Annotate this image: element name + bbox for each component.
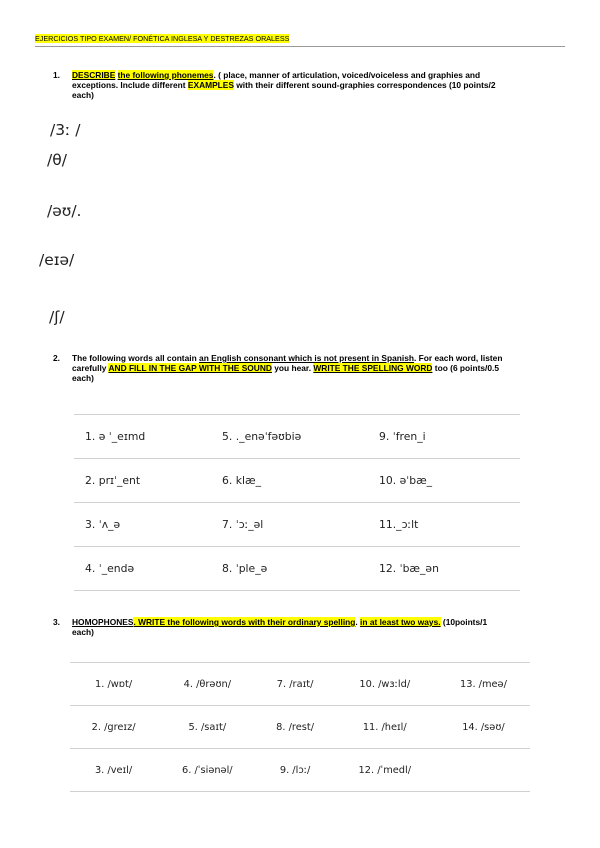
page-header	[35, 34, 565, 47]
question-text: The following words all contain an English consonant which is not present in Spanish. For each word, listen carefully AND FILL IN THE GAP WITH THE SOUND you hear. WRITE THE SPELLING WORD too (6 points/0.5 each)	[72, 353, 503, 383]
table-cell: 8. /rest/	[258, 706, 333, 749]
table-cell: 13. /meə/	[437, 663, 530, 706]
header-subject: / FONÉTICA INGLESA Y DESTREZAS ORALESS	[129, 34, 290, 43]
table-cell: 2. /greɪz/	[70, 706, 157, 749]
write-instruction: . WRITE the following words with their ordinary spelling	[133, 617, 356, 627]
phoneme-5: /ʃ/	[49, 308, 65, 326]
table-cell: 9. ˈfren_i	[368, 415, 520, 459]
table-cell	[437, 749, 530, 792]
table-cell: 5. /saɪt/	[157, 706, 257, 749]
question-text: DESCRIBE the following phonemes. ( place, manner of articulation, voiced/voiceless and graphies and exceptions. Include different EXAMPLES with their different sound-graphies correspondences (10 points/2 each)	[72, 70, 496, 100]
examples-keyword: EXAMPLES	[187, 80, 234, 90]
table-cell: 7. /raɪt/	[258, 663, 333, 706]
table-cell: 1. ə ˈ_eɪmd	[74, 415, 211, 459]
table-cell: 5. ._enəˈfəʊbiə	[211, 415, 368, 459]
table-cell: 8. ˈple_ə	[211, 547, 368, 591]
phoneme-1: /3ː /	[50, 121, 81, 139]
following-phonemes-keyword: the following phonemes	[117, 70, 214, 80]
fill-gap-instruction: AND FILL IN THE GAP WITH THE SOUND	[108, 363, 272, 373]
table-cell: 10. /wɜːld/	[333, 663, 437, 706]
table-cell: 1. /wɒt/	[70, 663, 157, 706]
table-cell: 3. ˈʌ_ə	[74, 503, 211, 547]
table-cell: 2. prɪˈ_ent	[74, 459, 211, 503]
consonant-phrase: an English consonant which is not present in Spanish	[199, 353, 415, 363]
table-cell: 6. /ˈsiənəl/	[157, 749, 257, 792]
table-cell: 12. /ˈmedl/	[333, 749, 437, 792]
header-exam-type: EJERCICIOS TIPO EXAMEN	[35, 34, 130, 43]
table-row	[74, 503, 520, 547]
table-row	[70, 749, 530, 792]
phoneme-3: /əʊ/.	[47, 202, 82, 220]
question-number: 3.	[53, 617, 60, 627]
table-cell: 7. ˈɔː_əl	[211, 503, 368, 547]
table-cell: 11._ɔːlt	[368, 503, 520, 547]
table-cell: 6. klæ_	[211, 459, 368, 503]
table-row	[74, 415, 520, 459]
write-spelling-instruction: WRITE THE SPELLING WORD	[313, 363, 433, 373]
table-cell: 4. /θrəʊn/	[157, 663, 257, 706]
table-cell: 9. /lɔː/	[258, 749, 333, 792]
table-cell: 14. /səʊ/	[437, 706, 530, 749]
phoneme-4: /eɪə/	[39, 251, 75, 269]
describe-keyword: DESCRIBE	[72, 70, 116, 80]
table-row	[70, 663, 530, 706]
table-cell: 12. ˈbæ_ən	[368, 547, 520, 591]
question-number: 2.	[53, 353, 60, 363]
table-cell: 11. /heɪl/	[333, 706, 437, 749]
question-number: 1.	[53, 70, 60, 80]
two-ways-keyword: in at least two ways.	[360, 617, 441, 627]
table-cell: 4. ˈ_endə	[74, 547, 211, 591]
question-1	[53, 70, 563, 102]
table-cell: 3. /veɪl/	[70, 749, 157, 792]
table-row	[74, 547, 520, 591]
question-3	[53, 617, 563, 639]
homophones-keyword: HOMOPHONES	[72, 617, 134, 627]
gap-fill-table	[74, 414, 520, 591]
question-2	[53, 353, 563, 385]
table-row	[74, 459, 520, 503]
table-row	[70, 706, 530, 749]
homophones-table	[70, 662, 530, 792]
phoneme-2: /θ/	[47, 151, 67, 169]
table-cell: 10. əˈbæ_	[368, 459, 520, 503]
question-text: HOMOPHONES. WRITE the following words with their ordinary spelling. in at least two ways. (10points/1 each)	[72, 617, 488, 637]
